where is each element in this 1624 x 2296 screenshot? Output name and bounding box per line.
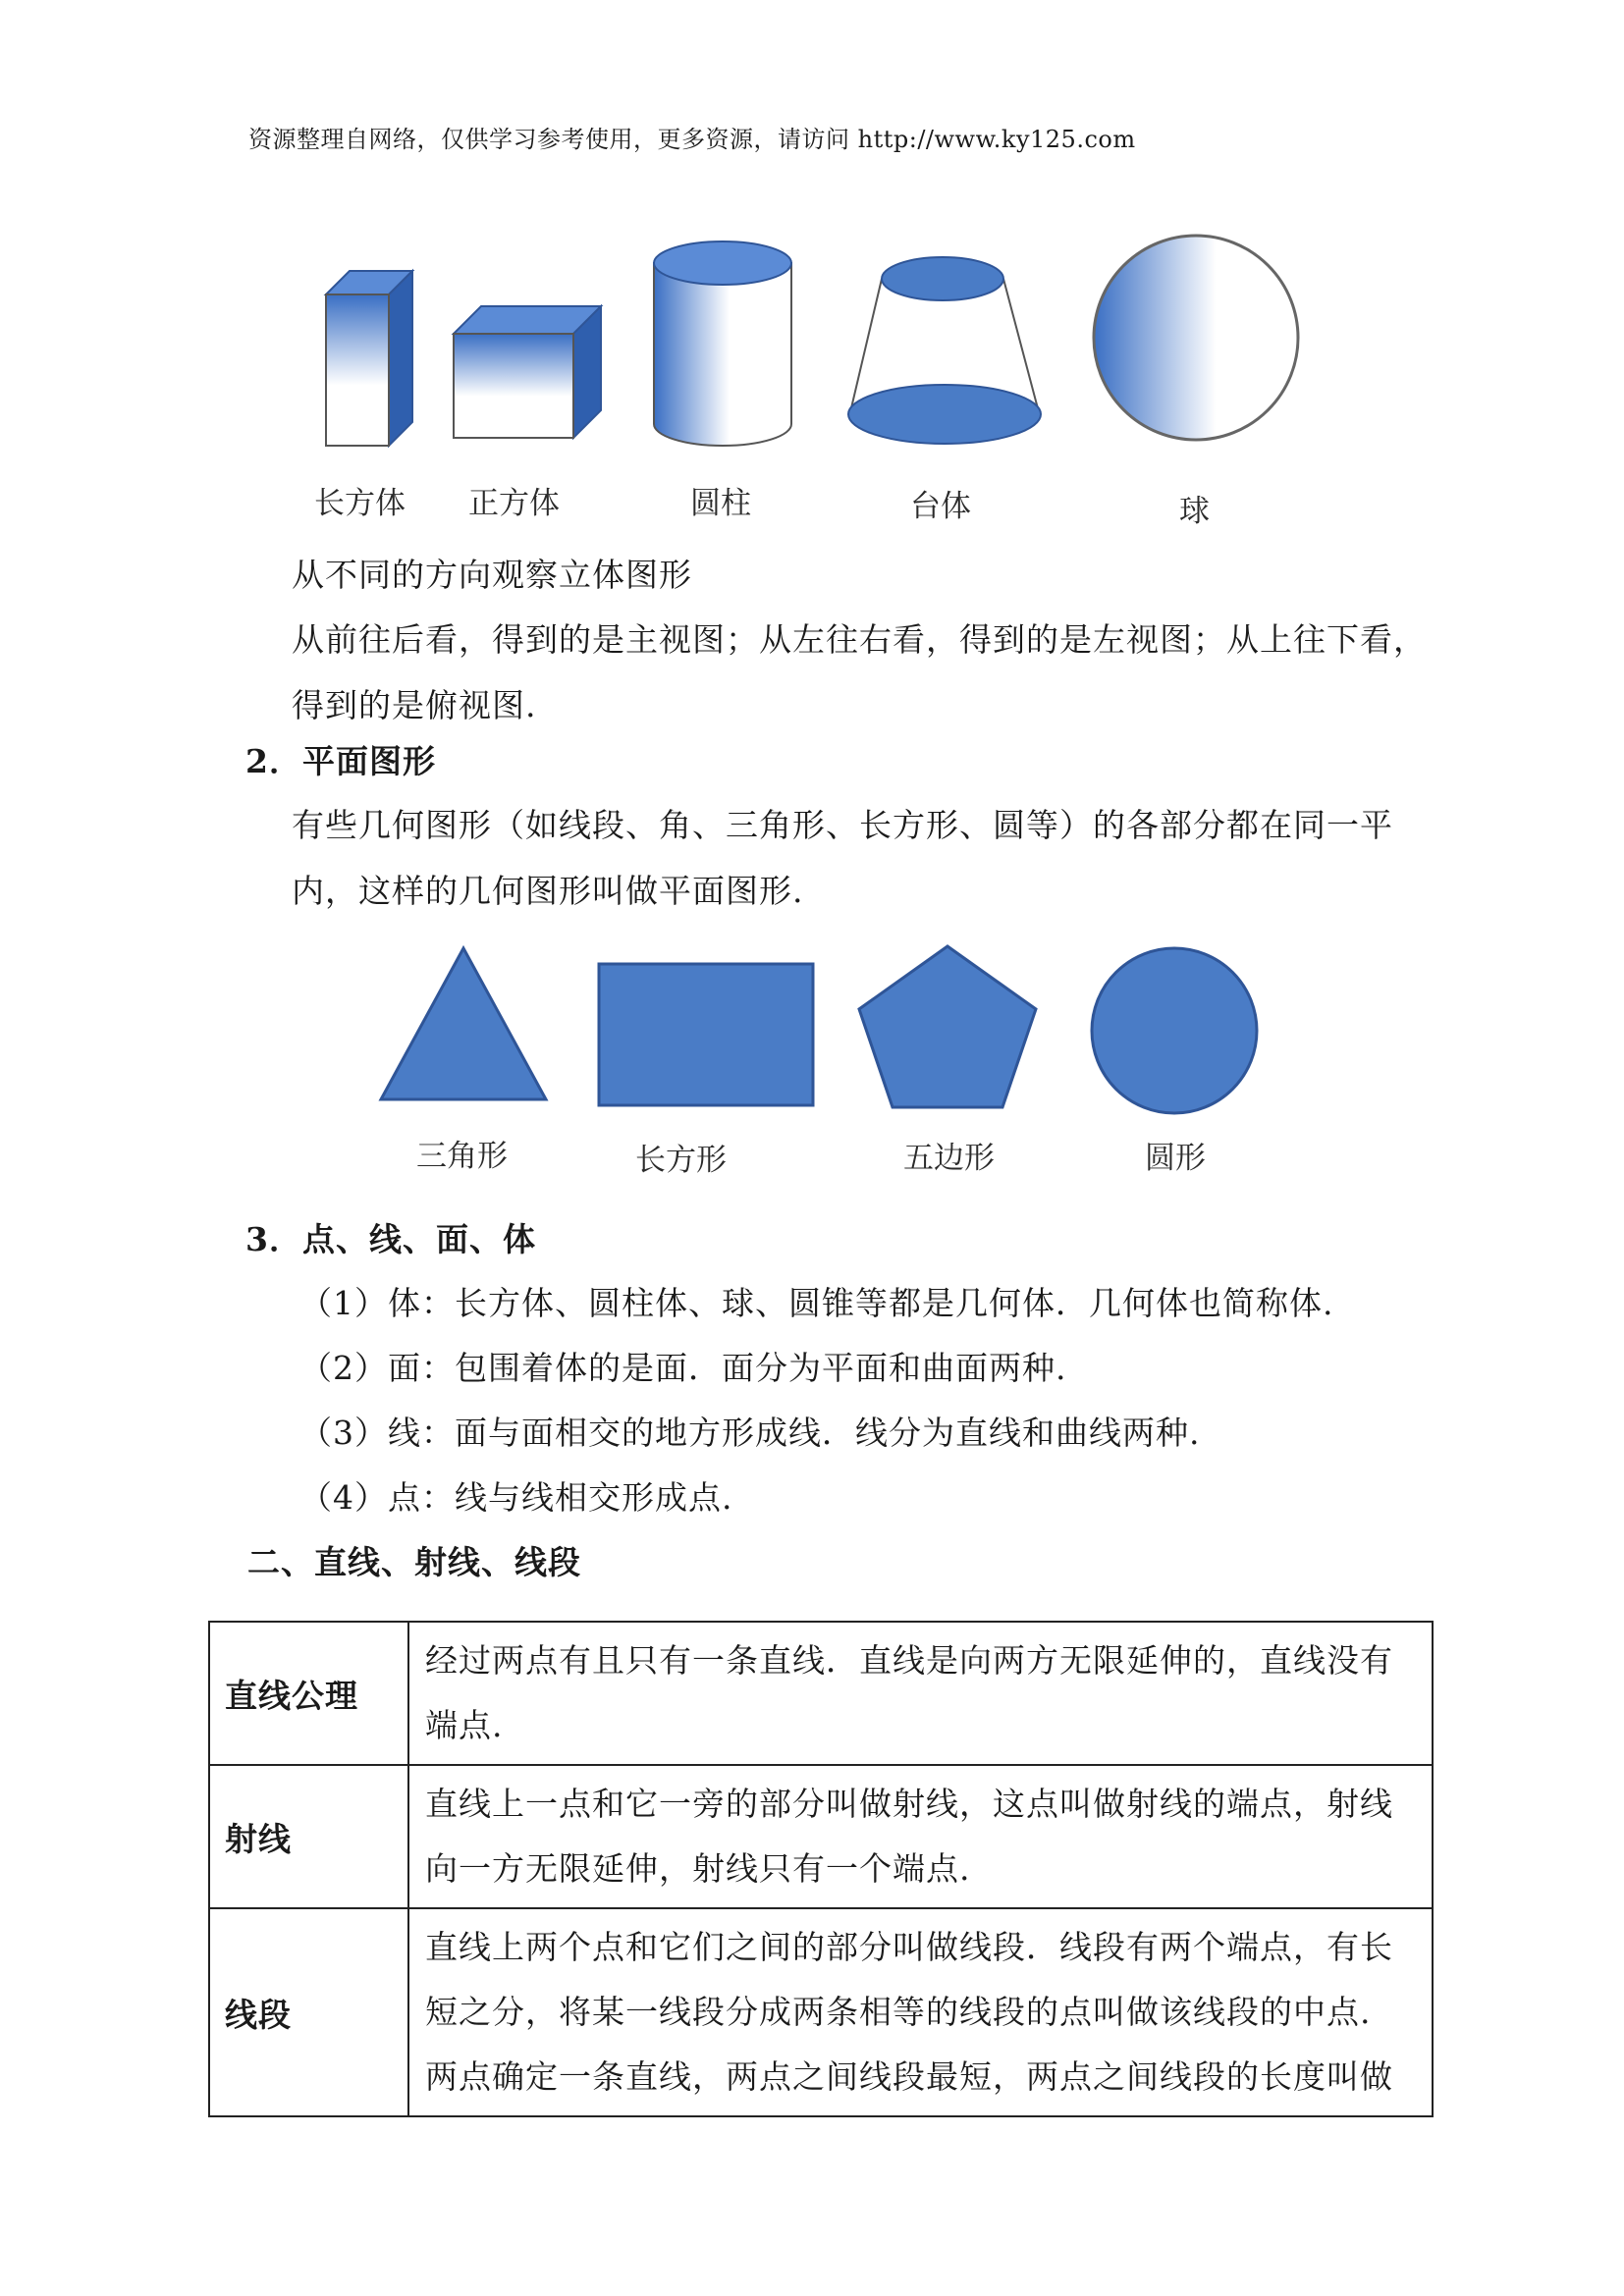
term-cell: 直线公理 — [209, 1622, 408, 1765]
table-row — [209, 1622, 1433, 1765]
solid-figures-illustration — [295, 216, 1326, 461]
pentagon-figure — [859, 946, 1036, 1107]
definition-line: 直线上两个点和它们之间的部分叫做线段．线段有两个端点，有长 — [425, 1928, 1393, 1966]
term-cell: 射线 — [209, 1765, 408, 1908]
term-cell: 线段 — [209, 1908, 408, 2116]
section-3-heading: 3．点、线、面、体 — [245, 1220, 536, 1258]
definition-line: 端点. — [425, 1706, 504, 1744]
section-2-heading: 2．平面图形 — [245, 742, 436, 780]
sphere-figure — [1094, 236, 1298, 440]
definition-cell — [408, 1908, 1433, 2116]
definition-line: 两点确定一条直线，两点之间线段最短，两点之间线段的长度叫做 — [425, 2057, 1393, 2096]
definition-line: 经过两点有且只有一条直线．直线是向两方无限延伸的，直线没有 — [425, 1641, 1393, 1680]
triangle-figure — [381, 948, 546, 1099]
definitions-table — [208, 1621, 1434, 2117]
table-row — [209, 1908, 1433, 2116]
definition-line: 向一方无限延伸，射线只有一个端点. — [425, 1849, 971, 1888]
cylinder-figure — [654, 241, 791, 446]
label-cube: 正方体 — [468, 486, 560, 521]
section-3-item-4: （4）点：线与线相交形成点. — [299, 1478, 733, 1517]
section-2-line-2: 内，这样的几何图形叫做平面图形. — [292, 872, 804, 910]
plane-shapes-illustration — [373, 933, 1276, 1119]
table-row — [209, 1765, 1433, 1908]
views-title: 从不同的方向观察立体图形 — [292, 556, 692, 594]
definition-cell — [408, 1622, 1433, 1765]
section-2-line-1: 有些几何图形（如线段、角、三角形、长方形、圆等）的各部分都在同一平 — [292, 806, 1393, 844]
definition-cell — [408, 1765, 1433, 1908]
views-line-1: 从前往后看，得到的是主视图；从左往右看，得到的是左视图；从上往下看， — [292, 620, 1427, 659]
rectangle-figure — [599, 964, 813, 1105]
label-cylinder: 圆柱 — [690, 486, 751, 521]
frustum-figure — [848, 257, 1041, 444]
label-pentagon: 五边形 — [903, 1141, 995, 1176]
label-frustum: 台体 — [910, 489, 971, 524]
label-rectangle: 长方形 — [635, 1143, 727, 1178]
label-triangle: 三角形 — [416, 1139, 508, 1174]
definition-line: 短之分，将某一线段分成两条相等的线段的点叫做该线段的中点. — [425, 1993, 1372, 2031]
section-3-item-1: （1）体：长方体、圆柱体、球、圆锥等都是几何体．几何体也简称体. — [299, 1284, 1334, 1322]
label-circle: 圆形 — [1145, 1141, 1206, 1176]
circle-figure — [1092, 948, 1257, 1113]
cuboid-figure — [326, 271, 412, 446]
part-2-heading: 二、直线、射线、线段 — [247, 1543, 581, 1581]
label-sphere: 球 — [1179, 494, 1210, 529]
views-line-2: 得到的是俯视图. — [292, 686, 537, 724]
section-3-item-3: （3）线：面与面相交的地方形成线．线分为直线和曲线两种. — [299, 1414, 1201, 1452]
page-header: 资源整理自网络，仅供学习参考使用，更多资源，请访问 http://www.ky125.com — [248, 126, 1136, 153]
cube-figure — [454, 306, 601, 438]
label-cuboid: 长方体 — [314, 486, 406, 521]
section-3-item-2: （2）面：包围着体的是面．面分为平面和曲面两种. — [299, 1349, 1067, 1387]
definition-line: 直线上一点和它一旁的部分叫做射线，这点叫做射线的端点，射线 — [425, 1785, 1393, 1823]
